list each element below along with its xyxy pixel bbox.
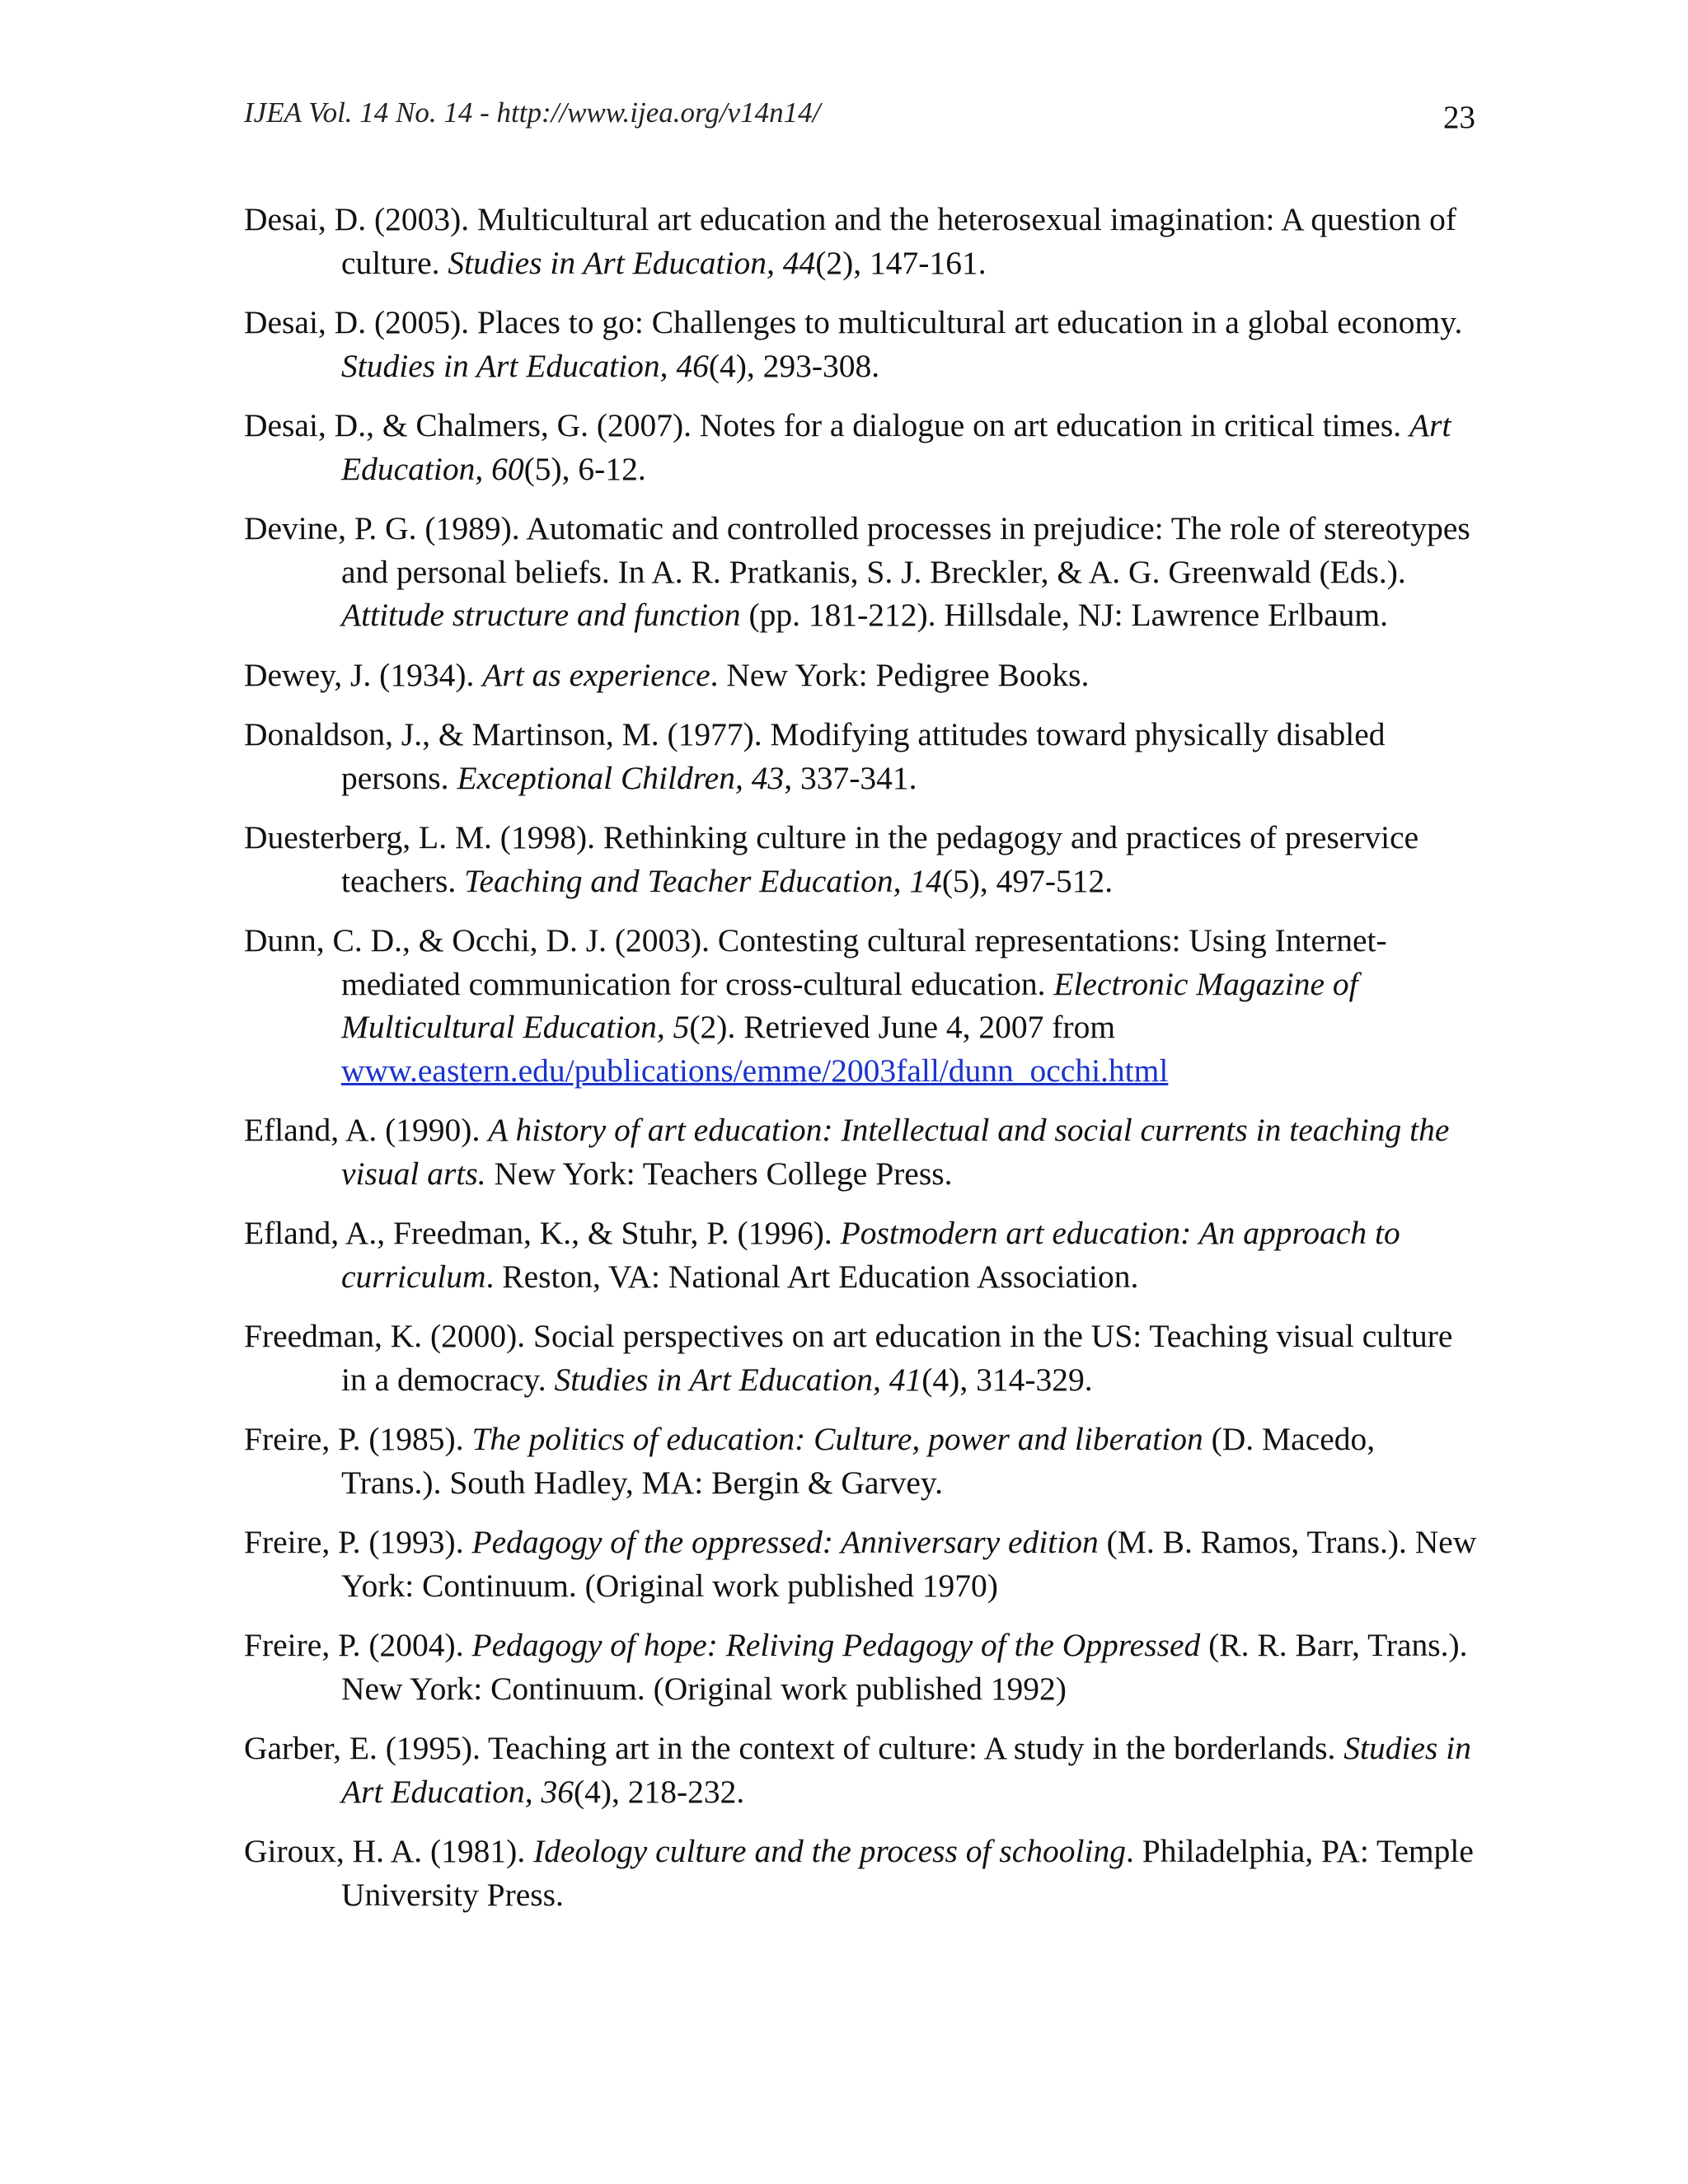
reference-desai-2005: Desai, D. (2005). Places to go: Challenges to multicultural art education in a global economy. Studies in Art Education, 46(4), 293-308. [244,304,1463,384]
reference-desai-2003: Desai, D. (2003). Multicultural art education and the heterosexual imagination: A question of culture. Studies in Art Education, 44(2), 147-161. [244,201,1457,281]
reference-duesterberg-1998: Duesterberg, L. M. (1998). Rethinking culture in the pedagogy and practices of preservice teachers. Teaching and Teacher Education, 14(5), 497-512. [244,819,1419,899]
reference-freire-1985: Freire, P. (1985). The politics of education: Culture, power and liberation (D. Macedo, Trans.). South Hadley, MA: Bergin & Garvey. [244,1421,1376,1501]
reference-list [244,198,1480,1933]
running-header [244,92,1475,134]
reference-desai-chalmers-2007: Desai, D., & Chalmers, G. (2007). Notes for a dialogue on art education in critical times. Art Education, 60(5), 6-12. [244,407,1451,487]
reference-dunn-occhi-2003: Dunn, C. D., & Occhi, D. J. (2003). Contesting cultural representations: Using Internet-mediated communication for cross-cultural education. Electronic Magazine of Multicultural Education, 5(2). Retrieved June 4, 2007 from www.eastern.edu/publications/emme/2003fall/dunn_occhi.html [244,922,1387,1089]
reference-donaldson-1977: Donaldson, J., & Martinson, M. (1977). Modifying attitudes toward physically disabled persons. Exceptional Children, 43, 337-341. [244,716,1386,796]
reference-efland-1990: Efland, A. (1990). A history of art education: Intellectual and social currents in teaching the visual arts. New York: Teachers College Press. [244,1112,1450,1192]
reference-link[interactable]: www.eastern.edu/publications/emme/2003fall/dunn_occhi.html [341,1052,1169,1089]
reference-dewey-1934: Dewey, J. (1934). Art as experience. New York: Pedigree Books. [244,656,1090,693]
reference-devine-1989: Devine, P. G. (1989). Automatic and controlled processes in prejudice: The role of stereotypes and personal beliefs. In A. R. Pratkanis, S. J. Breckler, & A. G. Greenwald (Eds.). Attitude structure and function (pp. 181-212). Hillsdale, NJ: Lawrence Erlbaum. [244,510,1470,633]
reference-giroux-1981: Giroux, H. A. (1981). Ideology culture and the process of schooling. Philadelphia, PA: Temple University Press. [244,1833,1474,1913]
reference-freire-1993: Freire, P. (1993). Pedagogy of the oppressed: Anniversary edition (M. B. Ramos, Trans.). New York: Continuum. (Original work published 1970) [244,1524,1477,1604]
reference-garber-1995: Garber, E. (1995). Teaching art in the context of culture: A study in the borderlands. Studies in Art Education, 36(4), 218-232. [244,1730,1471,1810]
reference-freire-2004: Freire, P. (2004). Pedagogy of hope: Reliving Pedagogy of the Oppressed (R. R. Barr, Trans.). New York: Continuum. (Original work published 1992) [244,1627,1468,1707]
reference-efland-1996: Efland, A., Freedman, K., & Stuhr, P. (1996). Postmodern art education: An approach to curriculum. Reston, VA: National Art Education Association. [244,1215,1400,1295]
reference-freedman-2000: Freedman, K. (2000). Social perspectives on art education in the US: Teaching visual culture in a democracy. Studies in Art Education, 41(4), 314-329. [244,1318,1453,1398]
page-number: 23 [1443,100,1475,135]
journal-header: IJEA Vol. 14 No. 14 - http://www.ijea.org/v14n14/ [244,96,821,129]
